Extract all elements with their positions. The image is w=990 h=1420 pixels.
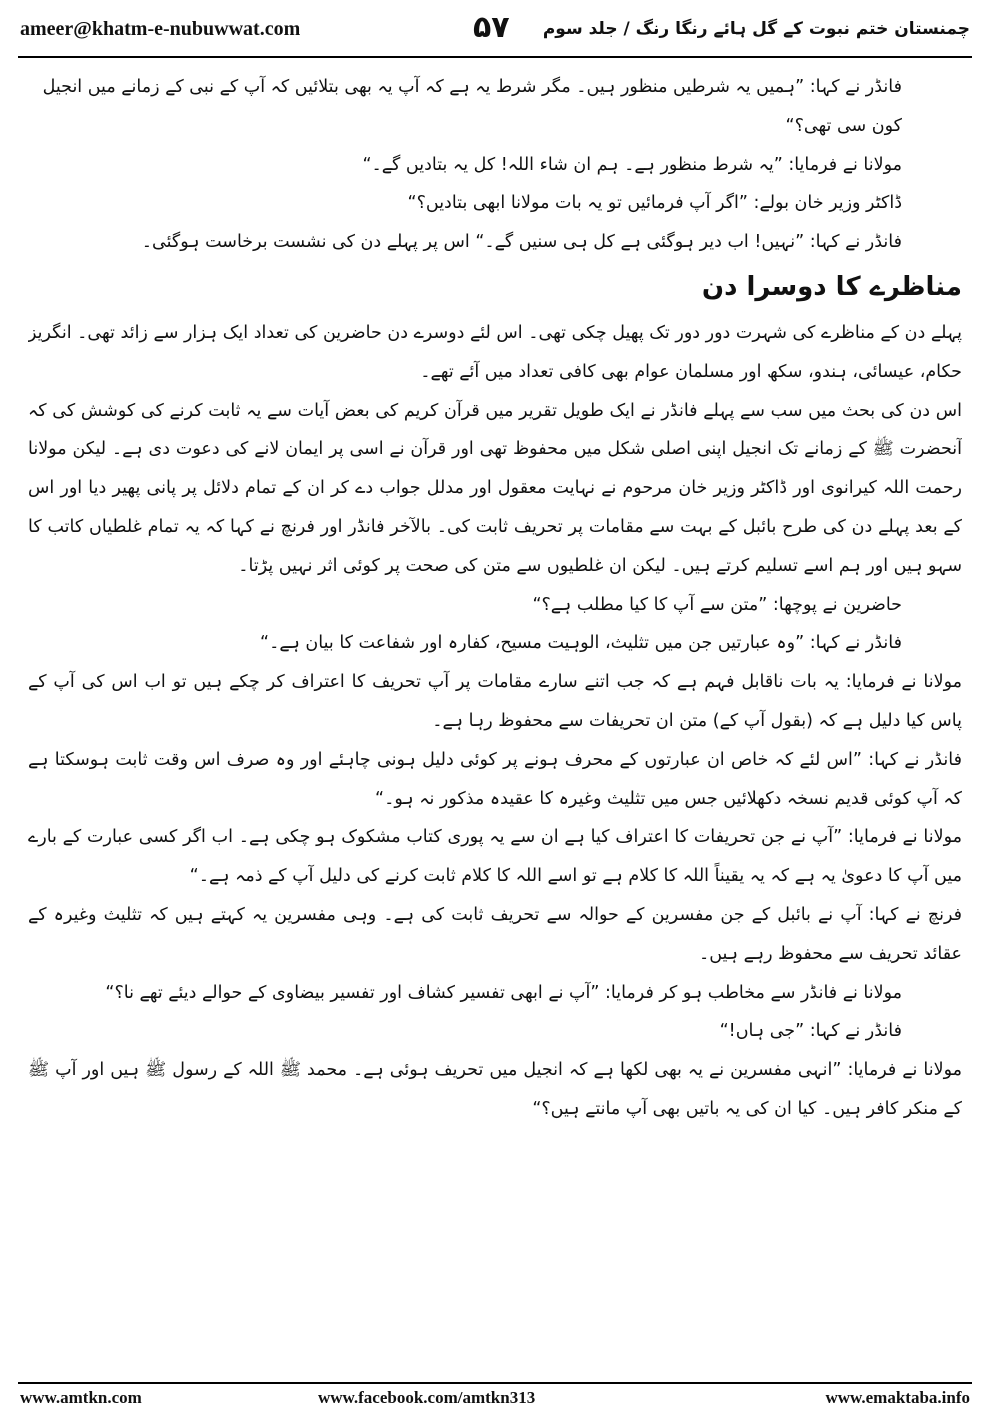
page-footer — [18, 1388, 972, 1414]
page-body — [28, 68, 962, 1376]
paragraph: مولانا نے فرمایا: یہ بات ناقابل فہم ہے کہ جب اتنے سارے مقامات پر آپ تحریف کا اعتراف کر چکے ہیں تو اب اس کی آپ کے پاس کیا دلیل ہے کہ (بقول آپ کے) متن ان تحریفات سے محفوظ رہا ہے۔ — [28, 672, 962, 731]
section-heading: مناظرے کا دوسرا دن — [701, 271, 962, 302]
header-divider — [18, 56, 972, 58]
paragraph: فانڈر نے کہا: ”ہمیں یہ شرطیں منظور ہیں۔ مگر شرط یہ ہے کہ آپ یہ بھی بتلائیں کہ آپ کے نبی کے زمانے میں انجیل کون سی تھی؟“ — [42, 77, 902, 136]
paragraph: فانڈر نے کہا: ”وہ عبارتیں جن میں تثلیث، الوہیت مسیح، کفارہ اور شفاعت کا بیان ہے۔“ — [260, 633, 902, 654]
header-email: ameer@khatm-e-nubuwwat.com — [20, 18, 301, 40]
footer-link-emaktaba: www.emaktaba.info — [825, 1388, 970, 1407]
paragraph: فرنچ نے کہا: آپ نے بائبل کے جن مفسرین کے حوالہ سے تحریف ثابت کی ہے۔ وہی مفسرین یہ کہتے ہیں کہ تثلیث وغیرہ کے عقائد تحریف سے محفوظ رہے ہیں۔ — [28, 904, 962, 964]
paragraph: حاضرین نے پوچھا: ”متن سے آپ کا کیا مطلب ہے؟“ — [532, 594, 902, 615]
paragraph: پہلے دن کے مناظرے کی شہرت دور دور تک پھیل چکی تھی۔ اس لئے دوسرے دن حاضرین کی تعداد ایک ہزار سے زائد تھی۔ انگریز حکام، عیسائی، ہندو، سکھ اور مسلمان عوام بھی کافی تعداد میں آئے تھے۔ — [28, 322, 962, 382]
paragraph: اس دن کی بحث میں سب سے پہلے فانڈر نے ایک طویل تقریر میں قرآن کریم کی بعض آیات سے یہ ثابت کرنے کی کوشش کی کہ آنحضرت ﷺ کے زمانے تک انجیل اپنی اصلی شکل میں محفوظ تھی اور قرآن نے اسی پر ایمان لانے کی دعوت دی ہے۔ لیکن مولانا رحمت اللہ کیرانوی اور ڈاکٹر وزیر خان مرحوم نے نہایت معقول اور مدلل جواب دے کر ان کے تمام دلائل پر پانی پھیر دیا اور اس کے بعد پہلے دن کی طرح بائبل کے بہت سے مقامات پر تحریف ثابت کی۔ بالآخر فانڈر اور فرنچ نے کہا کہ یہ تمام غلطیاں کاتب کا سہو ہیں اور ہم اسے تسلیم کرتے ہیں۔ لیکن ان غلطیوں سے متن کی صحت پر کوئی اثر نہیں پڑتا۔ — [28, 400, 962, 576]
paragraph: مولانا نے فرمایا: ”آپ نے جن تحریفات کا اعتراف کیا ہے ان سے یہ پوری کتاب مشکوک ہو چکی ہے۔ اب اگر کسی عبارت کے بارے میں آپ کا دعویٰ یہ ہے کہ یہ یقیناً اللہ کا کلام ہے تو اسے اللہ کا کلام ثابت کرنے کی دلیل آپ کے ذمہ ہے۔“ — [28, 827, 962, 887]
paragraph: مولانا نے فرمایا: ”یہ شرط منظور ہے۔ ہم ان شاء اللہ! کل یہ بتادیں گے۔“ — [362, 154, 902, 175]
paragraph: فانڈر نے کہا: ”نہیں! اب دیر ہوگئی ہے کل ہی سنیں گے۔“ اس پر پہلے دن کی نشست برخاست ہوگئی۔ — [141, 232, 902, 253]
paragraph: مولانا نے فرمایا: ”انہی مفسرین نے یہ بھی لکھا ہے کہ انجیل میں تحریف ہوئی ہے۔ محمد ﷺ اللہ کے رسول ﷺ ہیں اور آپ ﷺ کے منکر کافر ہیں۔ کیا ان کی یہ باتیں بھی آپ مانتے ہیں؟“ — [28, 1060, 962, 1119]
page-header — [18, 8, 972, 54]
paragraph: مولانا نے فانڈر سے مخاطب ہو کر فرمایا: ”آپ نے ابھی تفسیر کشاف اور تفسیر بیضاوی کے حوالے دیئے تھے نا؟“ — [105, 982, 902, 1003]
paragraph: فانڈر نے کہا: ”جی ہاں!“ — [719, 1021, 902, 1042]
paragraph: فانڈر نے کہا: ”اس لئے کہ خاص ان عبارتوں کے محرف ہونے پر کوئی دلیل ہونی چاہئے اور وہ صرف اس وقت ثابت ہوسکتا ہے کہ آپ کوئی قدیم نسخہ دکھلائیں جس میں تثلیث وغیرہ کا عقیدہ مذکور نہ ہو۔“ — [28, 749, 962, 809]
footer-link-amtkn: www.amtkn.com — [20, 1388, 142, 1407]
footer-divider — [18, 1382, 972, 1384]
paragraph: ڈاکٹر وزیر خان بولے: ”اگر آپ فرمائیں تو یہ بات مولانا ابھی بتادیں؟“ — [407, 193, 902, 214]
book-title: چمنستان ختم نبوت کے گل ہائے رنگا رنگ / جلد سوم — [542, 19, 970, 39]
footer-link-facebook: www.facebook.com/amtkn313 — [318, 1388, 536, 1407]
page-number: ۵۷ — [473, 10, 510, 45]
